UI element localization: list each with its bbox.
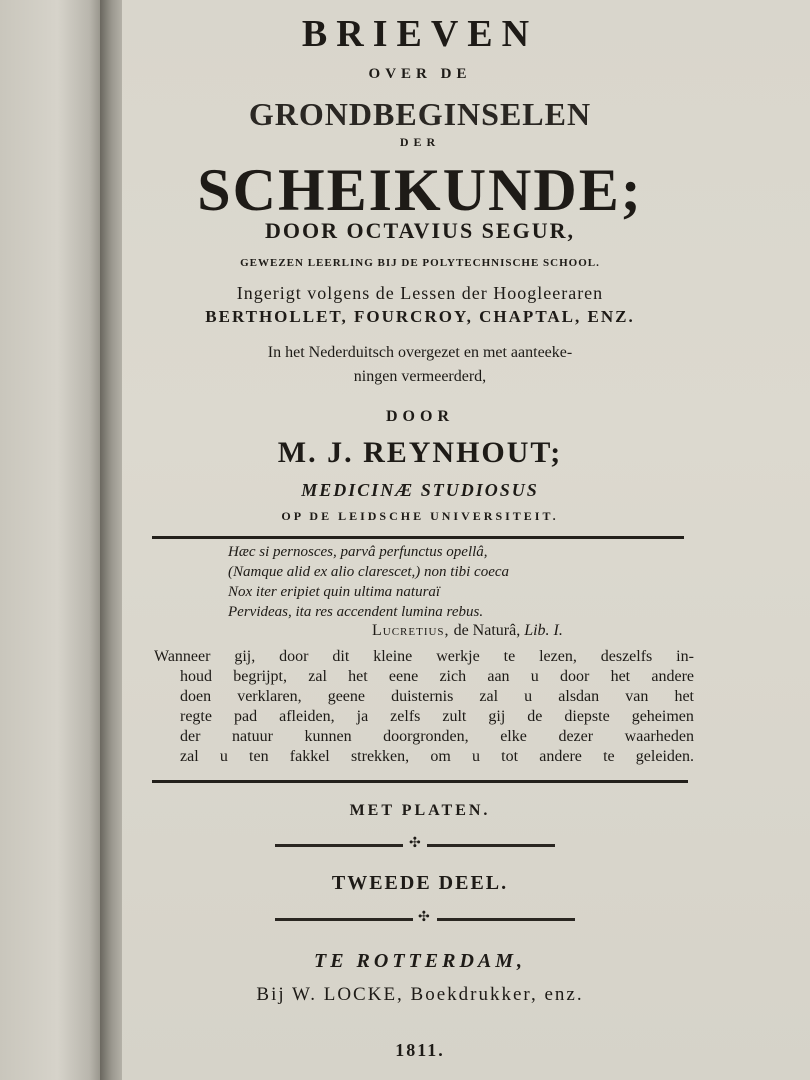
previous-page-edge [0, 0, 105, 1080]
citation-book: Lib. I. [524, 622, 563, 639]
latin-quote-line-1: Hæc si pernosces, parvâ perfunctus opellâ, [228, 544, 488, 560]
dutch-word: Wanneer [154, 648, 211, 665]
dutch-word: waarheden [624, 728, 694, 745]
dutch-word: deszelfs [600, 648, 653, 665]
dutch-translation-line-1 [154, 648, 694, 666]
dutch-word: andere [539, 748, 582, 765]
dutch-word: natuur [232, 728, 273, 745]
citation-work: de Naturâ, [453, 622, 521, 639]
ornament-divider-1 [275, 838, 555, 852]
dutch-word: doorgronden, [383, 728, 469, 745]
citation [372, 622, 563, 640]
dutch-word: diepste [564, 708, 610, 725]
dutch-word: geene [327, 688, 366, 705]
dutch-translation-line-3 [180, 688, 694, 706]
ornament-bar-right [437, 918, 575, 921]
dutch-word: doen [180, 688, 212, 705]
main-title: BRIEVEN [301, 13, 539, 55]
translator-name: M. J. REYNHOUT; [277, 436, 563, 469]
dutch-word: dit [332, 648, 350, 665]
dutch-word: om [430, 748, 451, 765]
dutch-translation-line-5 [180, 728, 694, 746]
dutch-word: u [471, 748, 480, 765]
dutch-word: pad [233, 708, 258, 725]
subtitle-over-de: OVER DE [368, 66, 472, 82]
dutch-word: verklaren, [237, 688, 302, 705]
dutch-word: strekken, [350, 748, 410, 765]
year-line: 1811. [395, 1040, 445, 1060]
dutch-word: van [625, 688, 649, 705]
citation-author: Lucretius, [372, 622, 450, 639]
volume-line: TWEEDE DEEL. [331, 872, 509, 894]
dutch-word: de [527, 708, 543, 725]
author-note: GEWEZEN LEERLING BIJ DE POLYTECHNISCHE SCHOOL. [240, 257, 600, 269]
subtitle-der: DER [399, 135, 441, 149]
ornament-fleuron-icon: ✣ [418, 910, 430, 925]
ornament-fleuron-icon: ✣ [409, 836, 421, 851]
dutch-word: tot [501, 748, 519, 765]
dutch-word: door [560, 668, 590, 685]
translator-title: MEDICINÆ STUDIOSUS [301, 480, 539, 500]
divider-rule-top [152, 536, 684, 539]
dutch-word: dezer [558, 728, 594, 745]
dutch-word: door [279, 648, 309, 665]
dutch-word: geheimen [631, 708, 694, 725]
translation-line-2: ningen vermeerderd, [353, 368, 487, 385]
dutch-word: andere [651, 668, 694, 685]
dutch-word: ten [249, 748, 269, 765]
subtitle-scheikunde: SCHEIKUNDE; [197, 157, 643, 223]
ornament-divider-2 [275, 912, 575, 926]
dutch-word: der [180, 728, 201, 745]
dutch-word: zich [439, 668, 467, 685]
title-page-content [140, 0, 700, 1080]
dutch-word: zal [180, 748, 199, 765]
ornament-bar-left [275, 844, 403, 847]
arranged-line: Ingerigt volgens de Lessen der Hoogleeraren [236, 283, 604, 303]
dutch-word: gij, [234, 648, 256, 665]
dutch-word: werkje [436, 648, 480, 665]
subtitle-grondbeginselen: GRONDBEGINSELEN [248, 96, 592, 132]
dutch-word: u [530, 668, 539, 685]
ornament-bar-right [427, 844, 555, 847]
dutch-word: het [348, 668, 368, 685]
dutch-word: zal [308, 668, 327, 685]
translation-line-1: In het Nederduitsch overgezet en met aanteeke- [267, 344, 573, 361]
latin-quote-line-4: Pervideas, ita res accendent lumina rebus. [228, 604, 484, 620]
dutch-word: regte [180, 708, 212, 725]
door-label: DOOR [386, 408, 454, 425]
divider-rule-bottom [152, 780, 688, 783]
author-line: DOOR OCTAVIUS SEGUR, [265, 218, 575, 243]
dutch-translation-line-2 [180, 668, 694, 686]
dutch-word: begrijpt, [233, 668, 287, 685]
dutch-word: afleiden, [279, 708, 335, 725]
dutch-word: kleine [373, 648, 413, 665]
dutch-word: te [603, 748, 615, 765]
latin-quote-line-2: (Namque alid ex alio clarescet,) non tibi coeca [228, 564, 510, 580]
dutch-word: in- [676, 648, 694, 665]
dutch-word: het [610, 668, 631, 685]
plates-line: MET PLATEN. [349, 802, 491, 819]
dutch-word: gij [488, 708, 506, 725]
dutch-word: elke [500, 728, 527, 745]
dutch-word: kunnen [304, 728, 352, 745]
ornament-bar-left [275, 918, 413, 921]
latin-quote-line-3: Nox iter eripiet quin ultima naturaï [228, 584, 441, 600]
dutch-word: u [524, 688, 533, 705]
dutch-word: ja [356, 708, 369, 725]
dutch-word: eene [388, 668, 419, 685]
dutch-word: te [503, 648, 516, 665]
dutch-word: lezen, [539, 648, 577, 665]
place-line: TE ROTTERDAM, [313, 950, 527, 972]
dutch-word: het [674, 688, 694, 705]
professors-line: BERTHOLLET, FOURCROY, CHAPTAL, ENZ. [205, 307, 635, 326]
dutch-word: fakkel [289, 748, 330, 765]
dutch-word: geleiden. [635, 748, 694, 765]
dutch-word: duisternis [391, 688, 454, 705]
dutch-word: alsdan [558, 688, 600, 705]
dutch-word: zult [442, 708, 467, 725]
dutch-word: houd [180, 668, 212, 685]
dutch-translation-line-6 [180, 748, 694, 766]
dutch-word: u [219, 748, 228, 765]
dutch-word: zelfs [390, 708, 421, 725]
university-line: OP DE LEIDSCHE UNIVERSITEIT. [281, 509, 559, 523]
publisher-line: Bij W. LOCKE, Boekdrukker, enz. [256, 984, 584, 1005]
dutch-word: zal [479, 688, 499, 705]
dutch-translation-line-4 [180, 708, 694, 726]
dutch-word: aan [487, 668, 510, 685]
